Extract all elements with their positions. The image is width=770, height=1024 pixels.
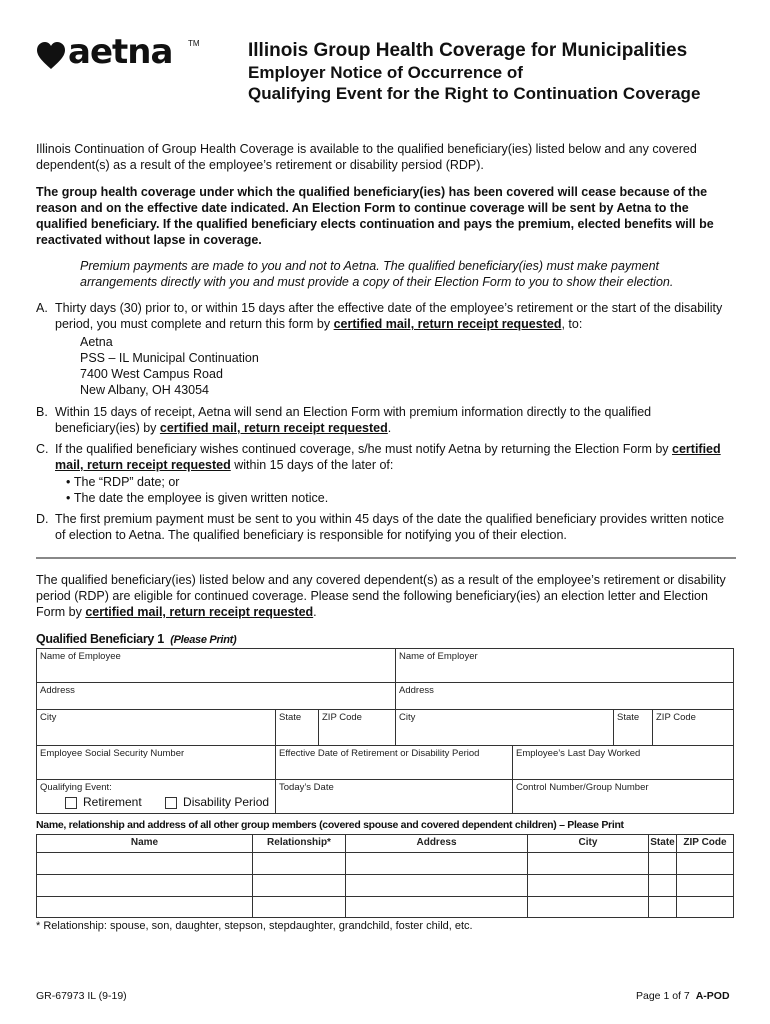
state-field[interactable]: State xyxy=(275,709,318,745)
row-city-cell[interactable] xyxy=(527,874,648,896)
row-address-cell[interactable] xyxy=(345,874,527,896)
heart-icon xyxy=(36,42,66,70)
group-members-heading: Name, relationship and address of all other group members (covered spouse and covered dependent children) – Please Print xyxy=(36,819,624,831)
address-line: PSS – IL Municipal Continuation xyxy=(80,351,259,365)
item-text: Thirty days (30) prior to, or within 15 days after the effective date of the employee’s retirement or the start of the disability period, you must complete and return this form by xyxy=(55,301,723,331)
row-zip-cell[interactable] xyxy=(676,852,733,874)
group-members-table xyxy=(36,834,734,918)
disability-label: Disability Period xyxy=(183,795,270,809)
item-text-end: . xyxy=(387,421,392,435)
row-relationship-cell[interactable] xyxy=(252,852,345,874)
header-zip: ZIP Code xyxy=(676,835,733,852)
qb-title-text: Qualified Beneficiary 1 xyxy=(36,632,164,646)
qb-note: (Please Print) xyxy=(170,634,237,646)
item-letter: B. xyxy=(36,405,48,419)
ssn-field[interactable]: Employee Social Security Number xyxy=(37,745,275,779)
employer-state-field[interactable]: State xyxy=(613,709,652,745)
certified-mail-text: certified mail, return receipt requested xyxy=(85,605,314,619)
retirement-label: Retirement xyxy=(83,795,142,809)
item-text-end: within 15 days of the later of: xyxy=(230,458,394,472)
retirement-checkbox[interactable] xyxy=(65,797,77,809)
item-letter: D. xyxy=(36,512,49,526)
header-relationship: Relationship* xyxy=(252,835,345,852)
employer-city-field[interactable]: City xyxy=(395,709,613,745)
title-block xyxy=(248,40,748,104)
bullet-item: • The “RDP” date; or xyxy=(66,475,180,489)
zip-field[interactable]: ZIP Code xyxy=(318,709,395,745)
eligibility-text: The qualified beneficiary(ies) listed below and any covered dependent(s) as a result of the employee’s retirement or disability period (RDP) are eligible for continued coverage. Please send the following beneficiary(ies) an election letter and Election Form by xyxy=(36,573,726,619)
item-c xyxy=(36,441,736,473)
page-footer xyxy=(636,990,730,1002)
certified-mail-text: certified mail, return receipt requested xyxy=(333,317,562,331)
premium-note-paragraph: Premium payments are made to you and not to Aetna. The qualified beneficiary(ies) must make payment arrangements directly with you and must provide a copy of their Election Form to you to show their election. xyxy=(80,259,674,289)
employer-zip-field[interactable]: ZIP Code xyxy=(652,709,733,745)
employer-name-field[interactable]: Name of Employer xyxy=(395,649,733,682)
bullet-list xyxy=(66,474,328,506)
mailing-address xyxy=(80,334,259,398)
subtitle-line2: Qualifying Event for the Right to Continuation Coverage xyxy=(248,84,701,103)
address-field[interactable]: Address xyxy=(37,682,395,709)
item-letter: C. xyxy=(36,442,49,456)
qualified-beneficiary-heading xyxy=(36,632,236,646)
logo-wordmark: aetna xyxy=(68,32,173,72)
row-name-cell[interactable] xyxy=(37,896,252,917)
header-city: City xyxy=(527,835,648,852)
certified-mail-text: certified mail, return receipt requested xyxy=(159,421,388,435)
beneficiary-form xyxy=(36,648,734,814)
address-line: 7400 West Campus Road xyxy=(80,367,223,381)
todays-date-field[interactable]: Today’s Date xyxy=(275,779,512,813)
item-b xyxy=(36,404,736,436)
coverage-notice-paragraph: The group health coverage under which the qualified beneficiary(ies) has been covered will cease because of the reason and on the effective date indicated. An Election Form to continue coverage will be sent by Aetna to the qualified beneficiary. If the qualified beneficiary elects continuation and pays the premium, elected benefits will be reactivated without lapse in coverage. xyxy=(36,185,714,247)
row-state-cell[interactable] xyxy=(648,874,676,896)
employee-name-field[interactable]: Name of Employee xyxy=(40,651,121,662)
row-city-cell[interactable] xyxy=(527,852,648,874)
effective-date-field[interactable]: Effective Date of Retirement or Disability Period xyxy=(275,745,512,779)
item-d xyxy=(36,511,736,543)
form-code: A-POD xyxy=(695,990,730,1002)
item-text: Within 15 days of receipt, Aetna will send an Election Form with premium information directly to the qualified beneficiary(ies) by xyxy=(55,405,652,435)
item-a xyxy=(36,300,736,332)
relationship-footnote: * Relationship: spouse, son, daughter, stepson, stepdaughter, grandchild, foster child, etc. xyxy=(36,920,473,932)
item-text-end: , to: xyxy=(561,317,583,331)
aetna-logo xyxy=(36,32,236,78)
item-text: The first premium payment must be sent to you within 45 days of the date the qualified beneficiary provides written notice of election to Aetna. The qualified beneficiary is responsible for notifying you of their election. xyxy=(55,512,725,542)
row-name-cell[interactable] xyxy=(37,874,252,896)
subtitle-line1: Employer Notice of Occurrence of xyxy=(248,63,523,82)
address-line: New Albany, OH 43054 xyxy=(80,383,210,397)
row-relationship-cell[interactable] xyxy=(252,874,345,896)
last-day-worked-field[interactable]: Employee’s Last Day Worked xyxy=(512,745,733,779)
row-zip-cell[interactable] xyxy=(676,896,733,917)
page-title: Illinois Group Health Coverage for Municipalities xyxy=(248,40,688,61)
qualifying-event-label: Qualifying Event: xyxy=(37,779,275,813)
header-name: Name xyxy=(130,837,159,848)
item-letter: A. xyxy=(36,301,48,315)
item-text: If the qualified beneficiary wishes continued coverage, s/he must notify Aetna by returning the Election Form by xyxy=(55,442,673,456)
control-number-field[interactable]: Control Number/Group Number xyxy=(512,779,733,813)
intro-paragraph: Illinois Continuation of Group Health Coverage is available to the qualified beneficiary(ies) listed below and any covered dependent(s) as a result of the employee’s retirement or disability persiod (RDP). xyxy=(36,142,697,172)
address-line: Aetna xyxy=(80,335,113,349)
bullet-text: The “RDP” date; or xyxy=(73,475,180,489)
page-number: Page 1 of 7 xyxy=(636,990,690,1002)
disability-checkbox[interactable] xyxy=(165,797,177,809)
row-relationship-cell[interactable] xyxy=(252,896,345,917)
header-state: State xyxy=(648,835,676,852)
row-city-cell[interactable] xyxy=(527,896,648,917)
bullet-item: • The date the employee is given written notice. xyxy=(66,491,329,505)
row-name-cell[interactable] xyxy=(37,852,252,874)
certified-mail-text: certified mail, return receipt requested xyxy=(55,442,721,472)
eligibility-paragraph xyxy=(36,572,736,620)
employer-address-field[interactable]: Address xyxy=(395,682,733,709)
row-address-cell[interactable] xyxy=(345,896,527,917)
row-zip-cell[interactable] xyxy=(676,874,733,896)
qualifying-event-options xyxy=(65,795,269,809)
eligibility-text-end: . xyxy=(313,605,317,619)
trademark-mark: TM xyxy=(188,39,200,48)
form-id: GR-67973 IL (9-19) xyxy=(36,990,127,1002)
section-divider xyxy=(36,557,736,559)
city-field[interactable]: City xyxy=(37,709,275,745)
row-address-cell[interactable] xyxy=(345,852,527,874)
row-state-cell[interactable] xyxy=(648,852,676,874)
row-state-cell[interactable] xyxy=(648,896,676,917)
header-address: Address xyxy=(345,835,527,852)
bullet-text: The date the employee is given written notice. xyxy=(73,491,329,505)
